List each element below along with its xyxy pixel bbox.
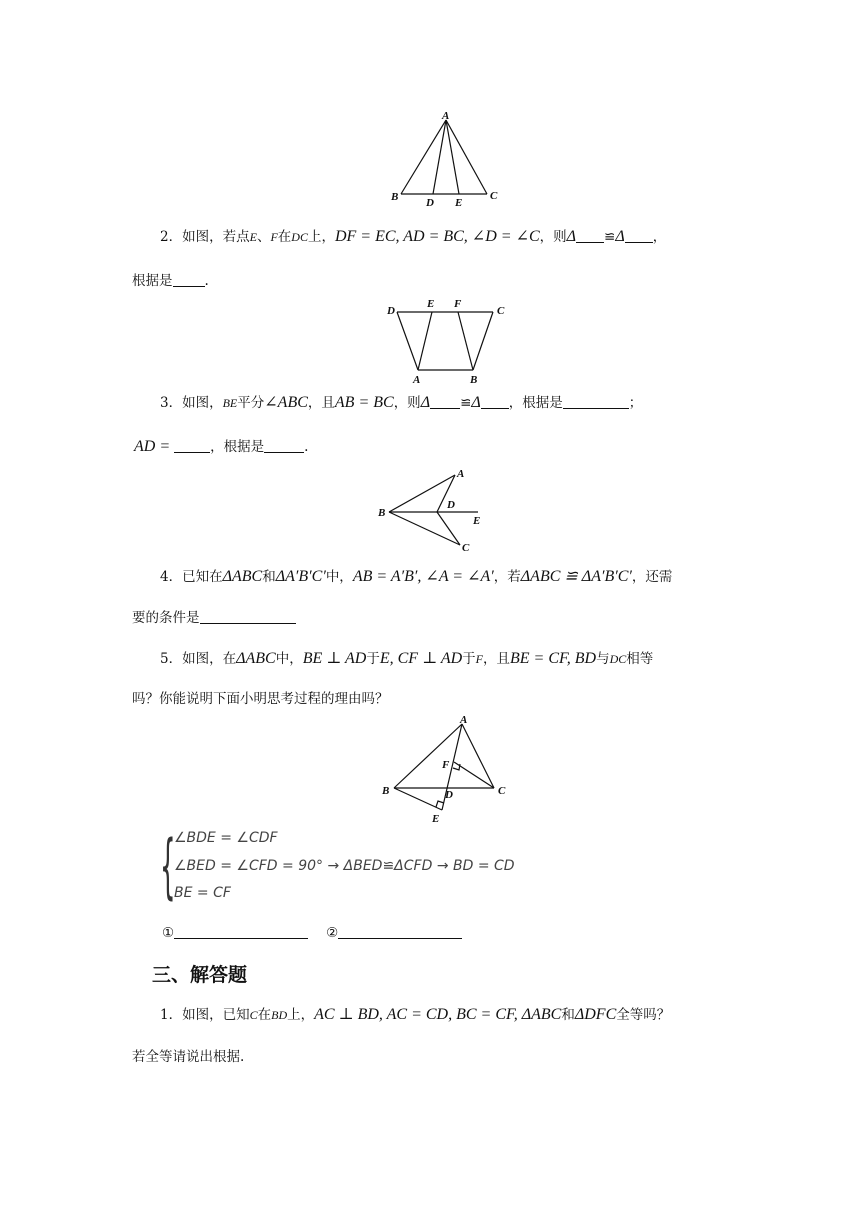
fig3-label-e: E xyxy=(473,515,481,527)
answer-blank-q2-2[interactable] xyxy=(625,228,653,243)
section3-q1-line-2: 若全等请说出根据. xyxy=(132,1049,245,1065)
fig1-label-b: B xyxy=(391,191,399,203)
fig2-label-d: D xyxy=(387,305,395,317)
fig1-label-d: D xyxy=(426,197,434,209)
question-5-line-1: 5．如图，在ΔABC中，BE ⊥ AD于E, CF ⊥ AD于F，且BE = CF, BD与DC相等 xyxy=(160,650,654,667)
reasoning-line-3: BE = CF xyxy=(174,885,231,901)
fig2-label-b: B xyxy=(470,374,478,386)
fig3-label-d: D xyxy=(447,499,455,511)
figure-bisector-be xyxy=(375,465,495,557)
question-4-line-2: 要的条件是 xyxy=(132,607,296,629)
answer-blank-q3-2[interactable] xyxy=(481,394,509,409)
fig4-label-d: D xyxy=(445,789,453,801)
fig2-label-e: E xyxy=(427,298,435,310)
xiaoming-reasoning xyxy=(160,825,560,910)
answer-blank-q3-ad[interactable] xyxy=(174,438,210,453)
fig1-label-e: E xyxy=(455,197,463,209)
fig3-label-b: B xyxy=(378,507,386,519)
question-4-line-1: 4．已知在ΔABC和ΔA′B′C′中，AB = A′B′, ∠A = ∠A′，若ΔABC ≌ ΔA′B′C′，还需 xyxy=(160,568,673,585)
figure-trapezoid-defc xyxy=(385,296,515,388)
question-5-line-2: 吗？你能说明下面小明思考过程的理由吗？ xyxy=(132,691,389,707)
fig4-label-c: C xyxy=(498,785,506,797)
fig1-label-a: A xyxy=(442,110,450,122)
figure-perpendiculars xyxy=(378,712,518,824)
answer-blank-q4[interactable] xyxy=(200,609,296,624)
figure-triangle-abc-de xyxy=(390,110,500,210)
question-2-line-1: 2．如图，若点E、F在DC上，DF = EC, AD = BC, ∠D = ∠C，则Δ ≌Δ ， xyxy=(160,228,667,245)
reason-blanks: ① ② xyxy=(162,922,462,944)
answer-blank-q3-1[interactable] xyxy=(430,394,460,409)
section-heading: 三、解答题 xyxy=(152,964,248,986)
fig2-label-f: F xyxy=(454,298,462,310)
fig4-label-b: B xyxy=(382,785,390,797)
question-3-line-1: 3．如图，BE平分∠ABC，且AB = BC，则Δ ≌Δ ，根据是 ； xyxy=(160,394,643,411)
answer-blank-reason-1[interactable] xyxy=(174,924,308,939)
fig1-label-c: C xyxy=(490,190,498,202)
section3-q1-line-1: 1．如图，已知C在BD上，AC ⊥ BD, AC = CD, BC = CF, ΔABC和ΔDFC全等吗？ xyxy=(160,1006,671,1023)
answer-blank-q2-basis[interactable] xyxy=(173,272,205,287)
fig2-label-c: C xyxy=(497,305,505,317)
fig4-label-a: A xyxy=(460,714,468,726)
reasoning-line-2: ∠BED = ∠CFD = 90° → ΔBED≌ΔCFD → BD = CD xyxy=(174,858,515,874)
reasoning-line-1: ∠BDE = ∠CDF xyxy=(174,830,278,846)
fig3-label-a: A xyxy=(457,468,465,480)
fig2-label-a: A xyxy=(413,374,421,386)
fig4-label-e: E xyxy=(432,813,440,825)
answer-blank-q2-1[interactable] xyxy=(576,228,604,243)
answer-blank-q3-basis2[interactable] xyxy=(264,438,304,453)
question-2-line-2: 根据是 . xyxy=(132,273,209,289)
answer-blank-q3-basis[interactable] xyxy=(563,394,629,409)
fig4-label-f: F xyxy=(442,759,450,771)
question-3-line-2: AD = ，根据是 . xyxy=(134,438,309,455)
fig3-label-c: C xyxy=(462,542,470,554)
curly-brace: { xyxy=(160,825,176,907)
answer-blank-reason-2[interactable] xyxy=(338,924,462,939)
